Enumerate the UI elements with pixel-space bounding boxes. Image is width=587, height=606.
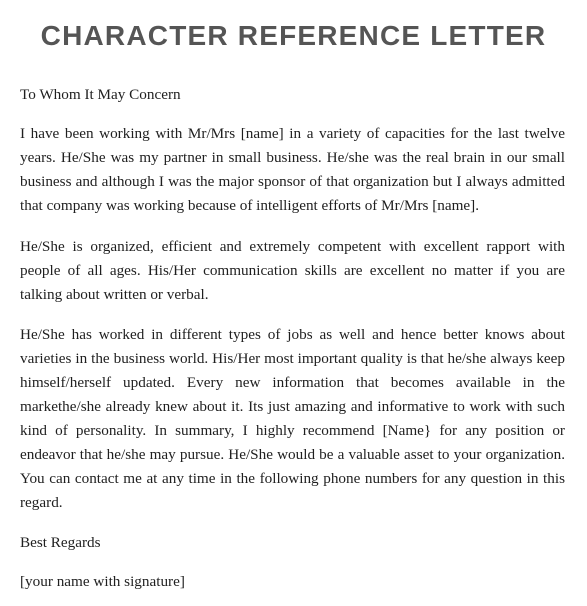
paragraph-3: He/She has worked in different types of jobs as well and hence better knows about varieties in the business world. His/Her most important quality is that he/she always keep himself/herself updated. Every new information that becomes available in the markethe/she already knew about it. Its just amazing and informative to work with such kind of personality. In summary, I highly recommend [Name} for any position or endeavor that he/she may pursue. He/She would be a valuable asset to your organization. You can contact me at any time in the following phone numbers for any question in this regard. bbox=[20, 326, 565, 511]
paragraph-2: He/She is organized, efficient and extremely competent with excellent rapport with people of all ages. His/Her communication skills are excellent no matter if you are talking about written or verbal. bbox=[20, 238, 565, 303]
salutation: To Whom It May Concern bbox=[20, 86, 181, 103]
letter-title: CHARACTER REFERENCE LETTER bbox=[40, 20, 547, 51]
closing: Best Regards bbox=[20, 534, 101, 551]
paragraph-1: I have been working with Mr/Mrs [name] in a variety of capacities for the last twelve years. He/She was my partner in small business. He/she was the real brain in our small business and although I was the major sponsor of that organization but I always admitted that company was working because of intelligent efforts of Mr/Mrs [name]. bbox=[20, 125, 565, 214]
signature-placeholder: [your name with signature] bbox=[20, 573, 185, 590]
